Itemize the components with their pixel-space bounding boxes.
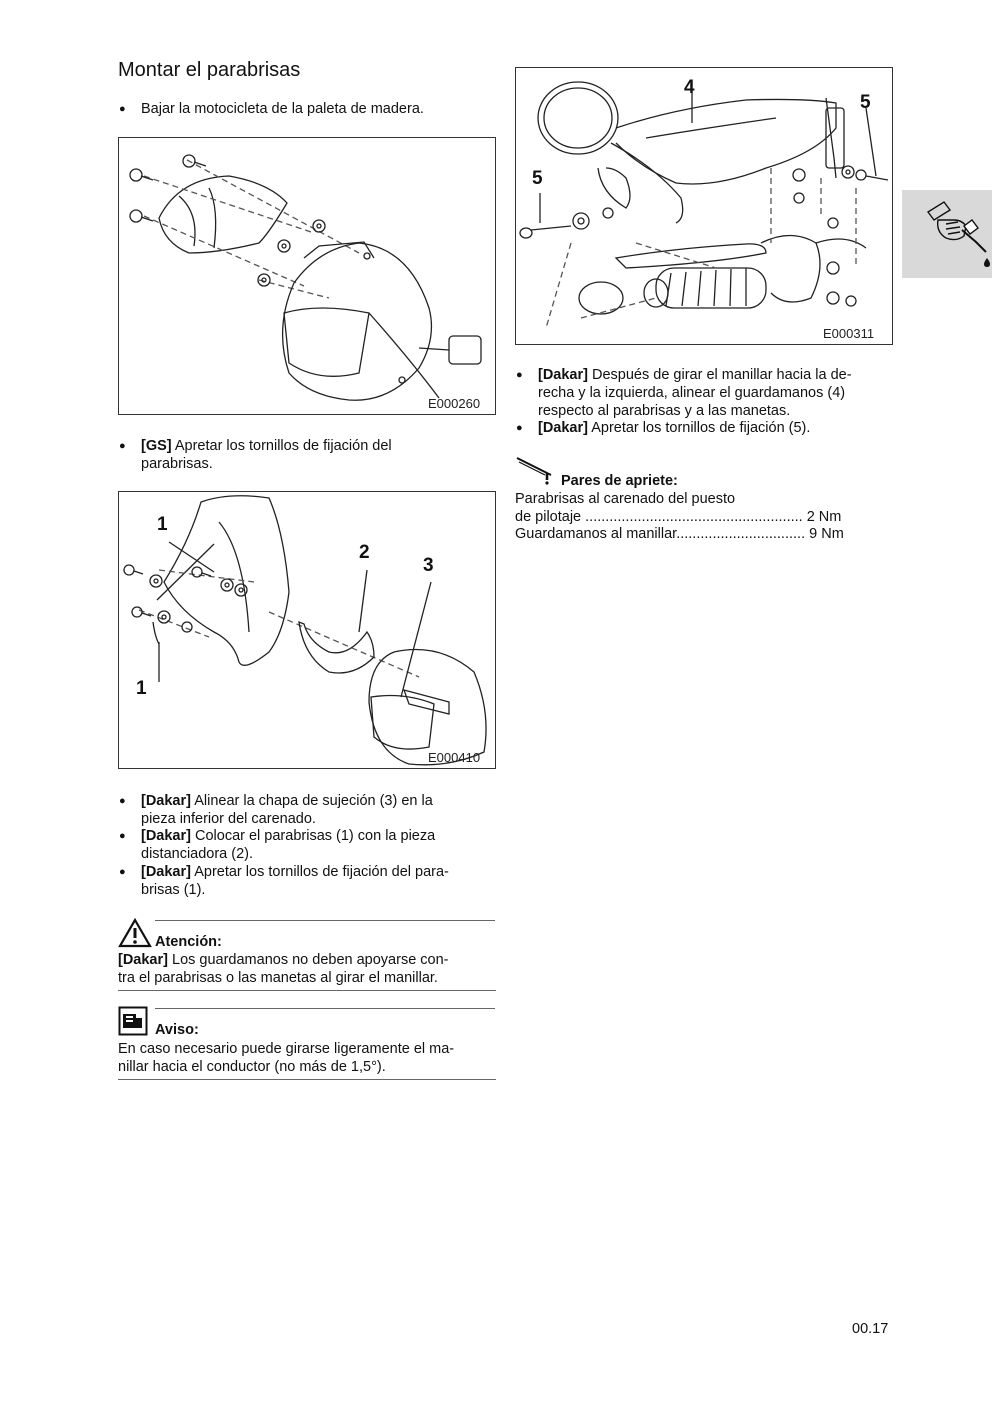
list-item: ● [GS] Apretar los tornillos de fijación del parabrisas. — [118, 437, 521, 473]
divider — [155, 1008, 495, 1009]
callout-label: 1 — [157, 514, 168, 535]
warning-text: [Dakar] Los guardamanos no deben apoyarse con- tra el parabrisas o las manetas al girar el manillar. — [118, 952, 449, 986]
windshield-gs-illustration — [119, 138, 495, 414]
figure-windshield-gs — [118, 137, 496, 415]
torque-row: Guardamanos al manillar................................ 9 Nm — [515, 526, 844, 542]
list-item: ● [Dakar] Apretar los tornillos de fijación (5). — [515, 419, 918, 437]
callout-label: 1 — [136, 678, 147, 699]
hand-oil-can-icon — [924, 198, 992, 268]
callout-label: 5 — [532, 168, 543, 189]
callout-label: 2 — [359, 542, 370, 563]
torque-wrench-icon — [515, 455, 555, 485]
figure-handguard — [515, 67, 893, 345]
callout-label: 4 — [684, 77, 695, 98]
torque-row: de pilotaje ...................................................... 2 Nm — [515, 509, 842, 525]
list-item: ● Bajar la motocicleta de la paleta de madera. — [118, 100, 521, 118]
page-title: Montar el parabrisas — [118, 59, 301, 81]
divider — [118, 1079, 496, 1080]
list-item: ● [Dakar] Apretar los tornillos de fijación del para- brisas (1). — [118, 863, 521, 899]
list-item: ● [Dakar] Colocar el parabrisas (1) con la pieza distanciadora (2). — [118, 827, 521, 863]
handguard-illustration — [516, 68, 892, 344]
figure-code: E000410 — [428, 750, 481, 765]
windshield-dakar-illustration — [119, 492, 495, 768]
callout-label: 5 — [860, 92, 871, 113]
divider — [155, 920, 495, 921]
chapter-tab — [902, 190, 992, 278]
torque-line: Parabrisas al carenado del puesto — [515, 491, 736, 507]
figure-windshield-dakar — [118, 491, 496, 769]
callout-label: 3 — [423, 555, 434, 576]
warning-triangle-icon — [118, 918, 152, 948]
list-item: ● [Dakar] Alinear la chapa de sujeción (3) en la pieza inferior del carenado. — [118, 792, 521, 828]
figure-code: E000311 — [823, 326, 875, 341]
page-number: 00.17 — [852, 1321, 889, 1337]
note-text: En caso necesario puede girarse ligeramente el ma- nillar hacia el conductor (no más de 1,5°). — [118, 1041, 455, 1075]
torque-title: Pares de apriete: — [561, 473, 678, 489]
warning-title: Atención: — [155, 934, 222, 950]
figure-code: E000260 — [428, 396, 481, 411]
note-hand-icon — [118, 1006, 148, 1036]
list-item: ● [Dakar] Después de girar el manillar hacia la de- recha y la izquierda, alinear el guardamanos (4) respecto al parabrisas y a las manetas. — [515, 366, 918, 420]
note-title: Aviso: — [155, 1022, 199, 1038]
divider — [118, 990, 496, 991]
